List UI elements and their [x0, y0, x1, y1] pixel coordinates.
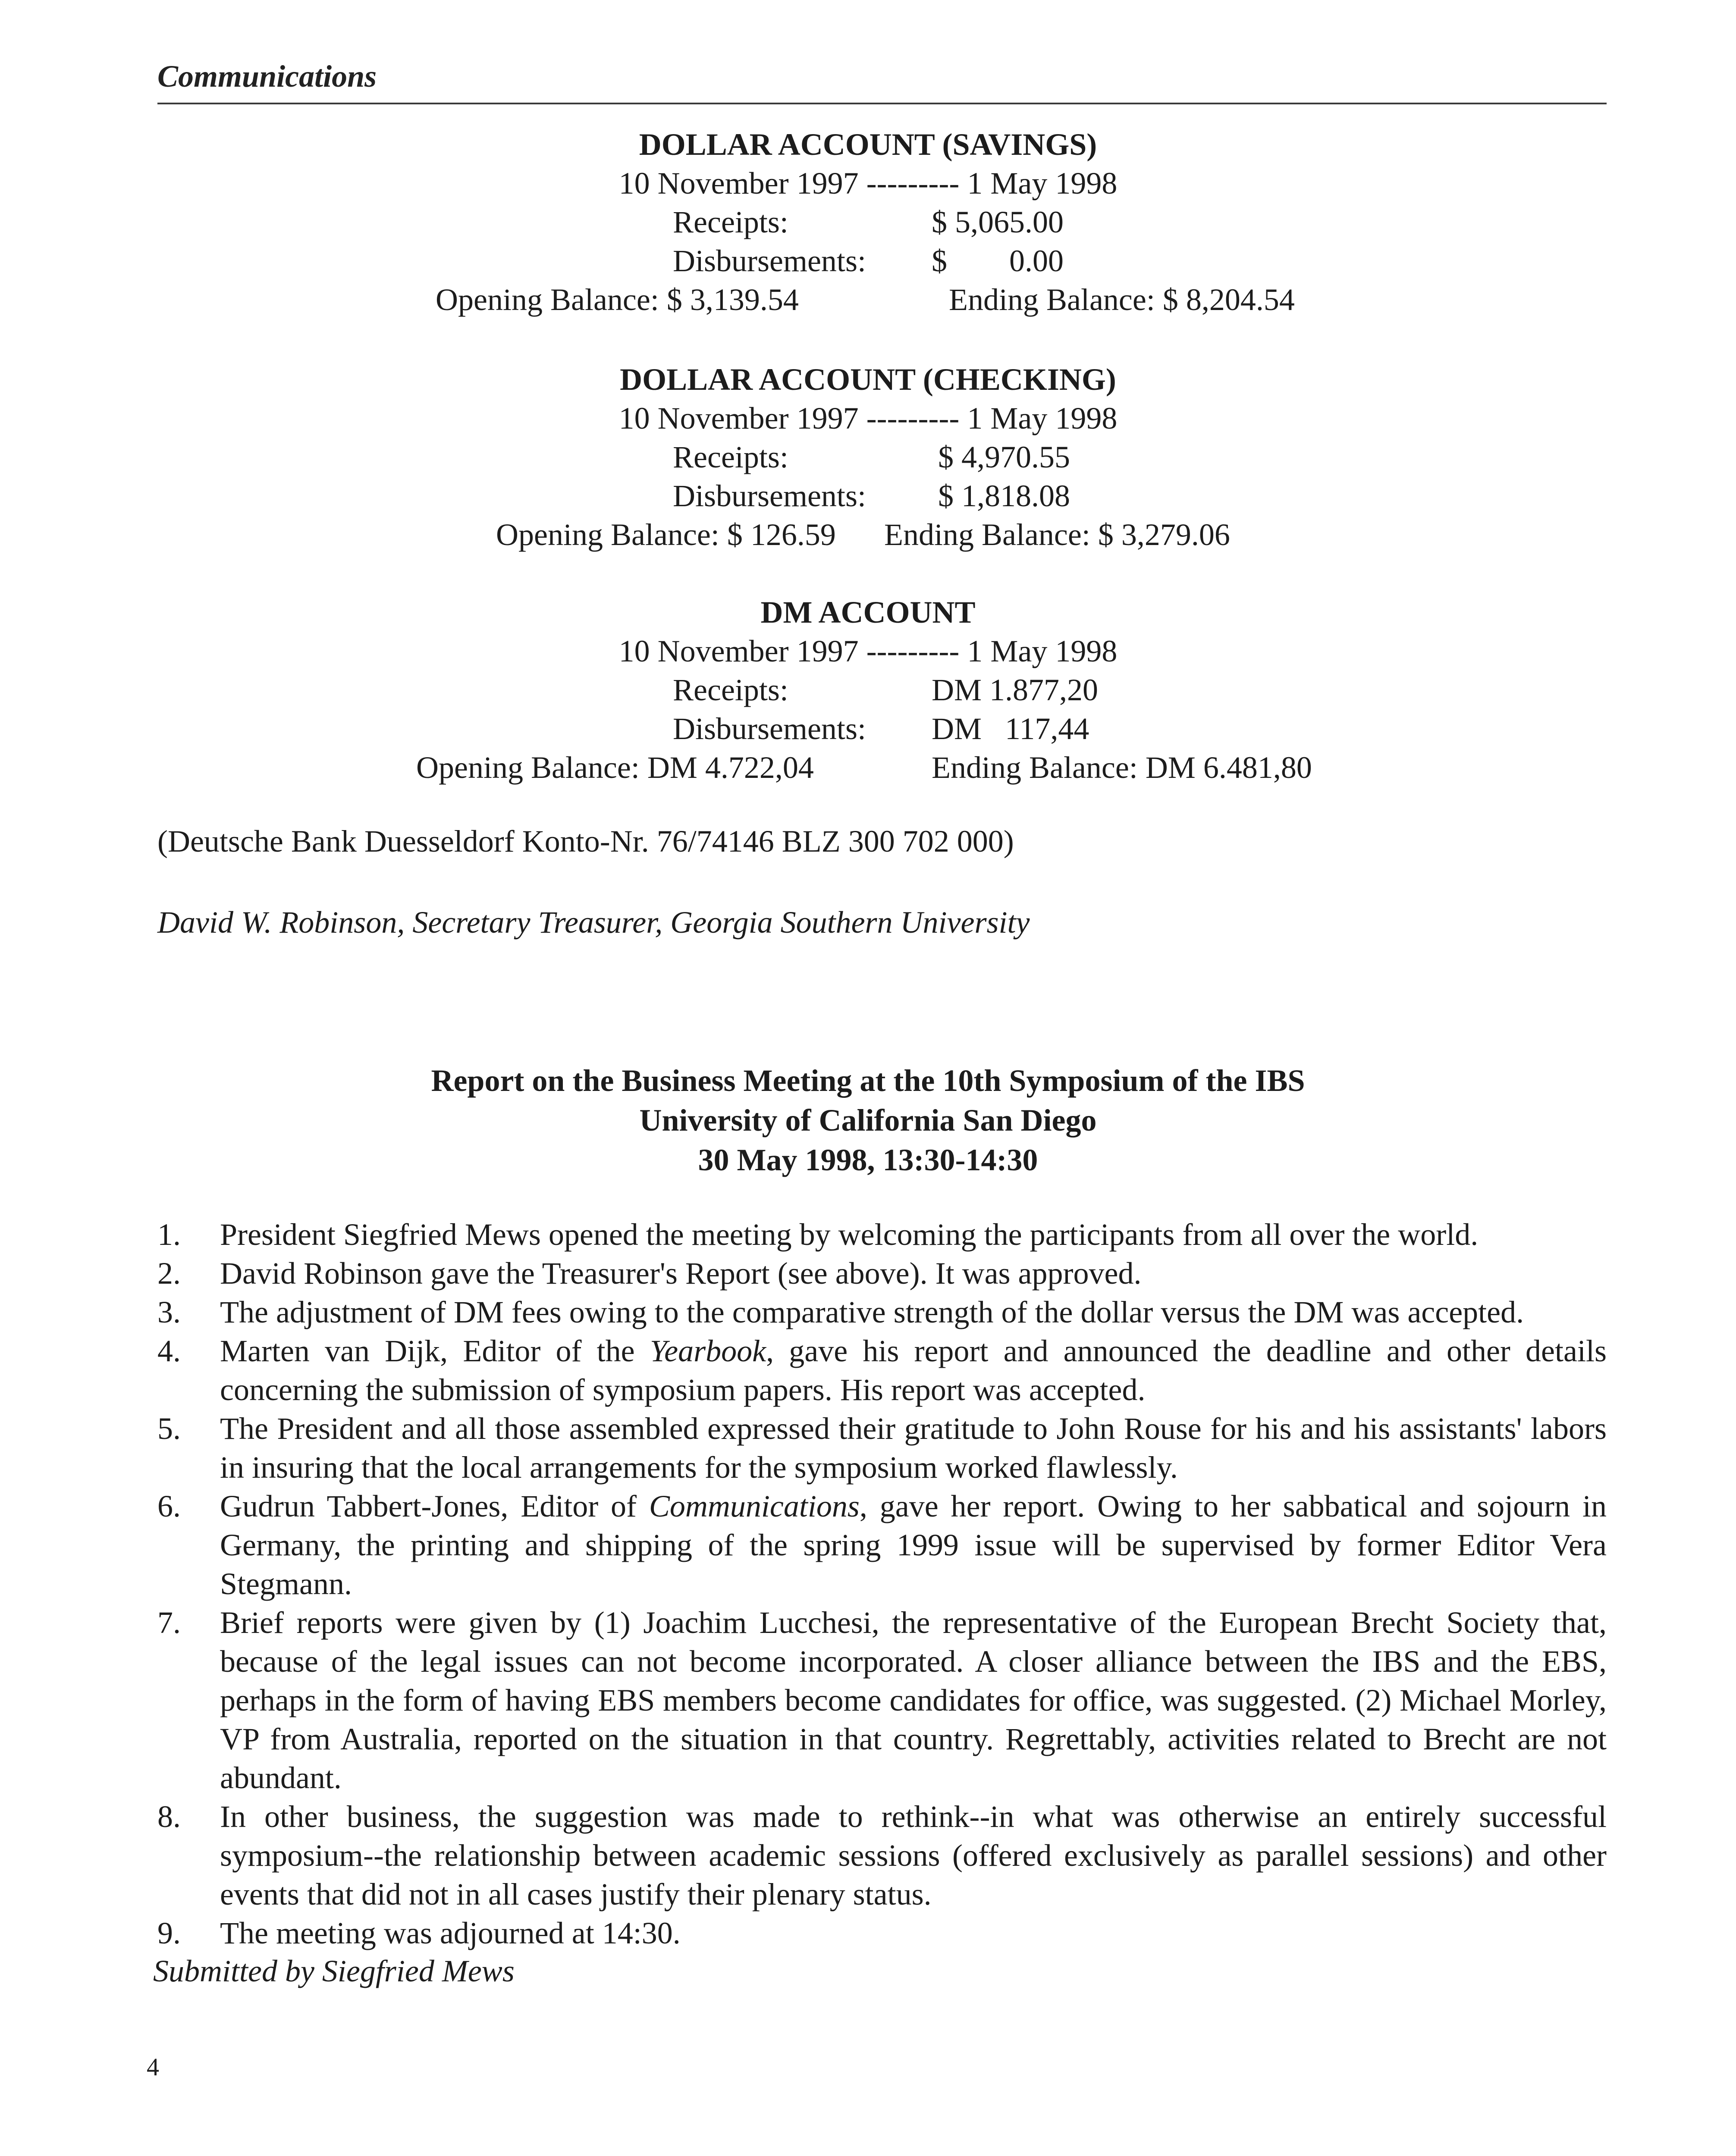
yearbook-title: Yearbook — [650, 1334, 766, 1368]
account-period: 10 November 1997 --------- 1 May 1998 — [618, 166, 1118, 201]
account-period: 10 November 1997 --------- 1 May 1998 — [618, 634, 1118, 668]
receipts-row — [0, 203, 1736, 241]
item-text-pre: Gudrun Tabbert-Jones, Editor of — [220, 1489, 649, 1523]
item-text-post: , gave her report. Owing to her sabbatical and sojourn in Germany, the printing and shipping of the spring 1999 issue will be supervised by former Editor Vera Stegmann. — [220, 1489, 1607, 1601]
account-dm — [0, 593, 1736, 787]
disbursements-label: Disbursements: — [673, 244, 866, 278]
list-item — [157, 1332, 1607, 1409]
communications-title: Communications — [649, 1489, 860, 1523]
list-item — [157, 1409, 1607, 1487]
report-title: Report on the Business Meeting at the 10th Symposium of the IBS — [431, 1063, 1305, 1098]
report-date: 30 May 1998, 13:30-14:30 — [698, 1143, 1038, 1177]
account-savings — [0, 125, 1736, 319]
running-header: Communications — [157, 59, 377, 94]
receipts-row — [0, 671, 1736, 709]
account-checking — [0, 360, 1736, 554]
disbursements-value: DM 117,44 — [932, 711, 1089, 746]
disbursements-row — [0, 476, 1736, 515]
item-text — [220, 1334, 1607, 1407]
report-venue: University of California San Diego — [639, 1103, 1097, 1138]
item-number: 7. — [157, 1605, 181, 1640]
item-number: 3. — [157, 1295, 181, 1329]
submitted-by: Submitted by Siegfried Mews — [153, 1954, 515, 1988]
page-number: 4 — [147, 2053, 159, 2081]
item-number: 8. — [157, 1799, 181, 1834]
item-text: The President and all those assembled expressed their gratitude to John Rouse for his and his assistants' labors in insuring that the local arrangements for the symposium worked flawlessly. — [220, 1411, 1607, 1485]
receipts-label: Receipts: — [673, 440, 788, 474]
list-item — [157, 1487, 1607, 1603]
account-title: DOLLAR ACCOUNT (SAVINGS) — [639, 127, 1097, 162]
list-item — [157, 1254, 1607, 1293]
disbursements-row — [0, 709, 1736, 748]
item-text: David Robinson gave the Treasurer's Report (see above). It was approved. — [220, 1256, 1142, 1291]
balance-row — [0, 280, 1736, 319]
disbursements-label: Disbursements: — [673, 711, 866, 746]
item-number: 2. — [157, 1256, 181, 1291]
account-title: DM ACCOUNT — [760, 595, 976, 630]
item-number: 1. — [157, 1217, 181, 1252]
list-item — [157, 1797, 1607, 1914]
bank-account-note: (Deutsche Bank Duesseldorf Konto-Nr. 76/74146 BLZ 300 702 000) — [157, 824, 1014, 859]
disbursements-value: $ 1,818.08 — [938, 479, 1070, 513]
account-period: 10 November 1997 --------- 1 May 1998 — [618, 401, 1118, 436]
minutes-list — [157, 1215, 1607, 1952]
opening-balance: Opening Balance: DM 4.722,04 — [416, 750, 814, 785]
balance-row — [0, 748, 1736, 787]
balance-row — [0, 515, 1736, 554]
item-number: 5. — [157, 1411, 181, 1446]
receipts-value: $ 4,970.55 — [938, 440, 1070, 474]
list-item — [157, 1293, 1607, 1332]
treasurer-signature: David W. Robinson, Secretary Treasurer, Georgia Southern University — [157, 905, 1030, 940]
ending-balance: Ending Balance: $ 8,204.54 — [949, 282, 1295, 317]
item-text-post: , gave his report and announced the deadline and other details concerning the submission of symposium papers. His report was accepted. — [220, 1334, 1607, 1407]
receipts-value: DM 1.877,20 — [932, 673, 1099, 707]
opening-balance: Opening Balance: $ 3,139.54 — [436, 282, 799, 317]
disbursements-row — [0, 241, 1736, 280]
receipts-label: Receipts: — [673, 673, 788, 707]
item-number: 4. — [157, 1334, 181, 1368]
disbursements-label: Disbursements: — [673, 479, 866, 513]
item-number: 6. — [157, 1489, 181, 1523]
list-item — [157, 1215, 1607, 1254]
opening-balance: Opening Balance: $ 126.59 — [496, 517, 836, 552]
receipts-value: $ 5,065.00 — [932, 205, 1064, 239]
item-text: In other business, the suggestion was made to rethink--in what was otherwise an entirely successful symposium--the relationship between academic sessions (offered exclusively as parallel sessions) and other events that did not in all cases justify their plenary status. — [220, 1799, 1607, 1912]
item-text-pre: Marten van Dijk, Editor of the — [220, 1334, 650, 1368]
account-title: DOLLAR ACCOUNT (CHECKING) — [620, 362, 1116, 397]
ending-balance: Ending Balance: $ 3,279.06 — [884, 517, 1230, 552]
item-text: President Siegfried Mews opened the meeting by welcoming the participants from all over the world. — [220, 1217, 1479, 1252]
item-text — [220, 1489, 1607, 1601]
ending-balance: Ending Balance: DM 6.481,80 — [932, 750, 1312, 785]
disbursements-value: $ 0.00 — [932, 244, 1064, 278]
item-text: The adjustment of DM fees owing to the comparative strength of the dollar versus the DM was accepted. — [220, 1295, 1524, 1329]
receipts-row — [0, 438, 1736, 476]
item-text: Brief reports were given by (1) Joachim Lucchesi, the representative of the European Brecht Society that, because of the legal issues can not become incorporated. A closer alliance between the IBS and the EBS, perhaps in the form of having EBS members become candidates for office, was suggested. (2) Michael Morley, VP from Australia, reported on the situation in that country. Regrettably, activities related to Brecht are not abundant. — [220, 1605, 1607, 1795]
item-number: 9. — [157, 1916, 181, 1950]
report-heading — [0, 1061, 1736, 1180]
item-text: The meeting was adjourned at 14:30. — [220, 1916, 681, 1950]
header-rule — [157, 103, 1607, 104]
list-item — [157, 1603, 1607, 1797]
receipts-label: Receipts: — [673, 205, 788, 239]
list-item — [157, 1914, 1607, 1952]
